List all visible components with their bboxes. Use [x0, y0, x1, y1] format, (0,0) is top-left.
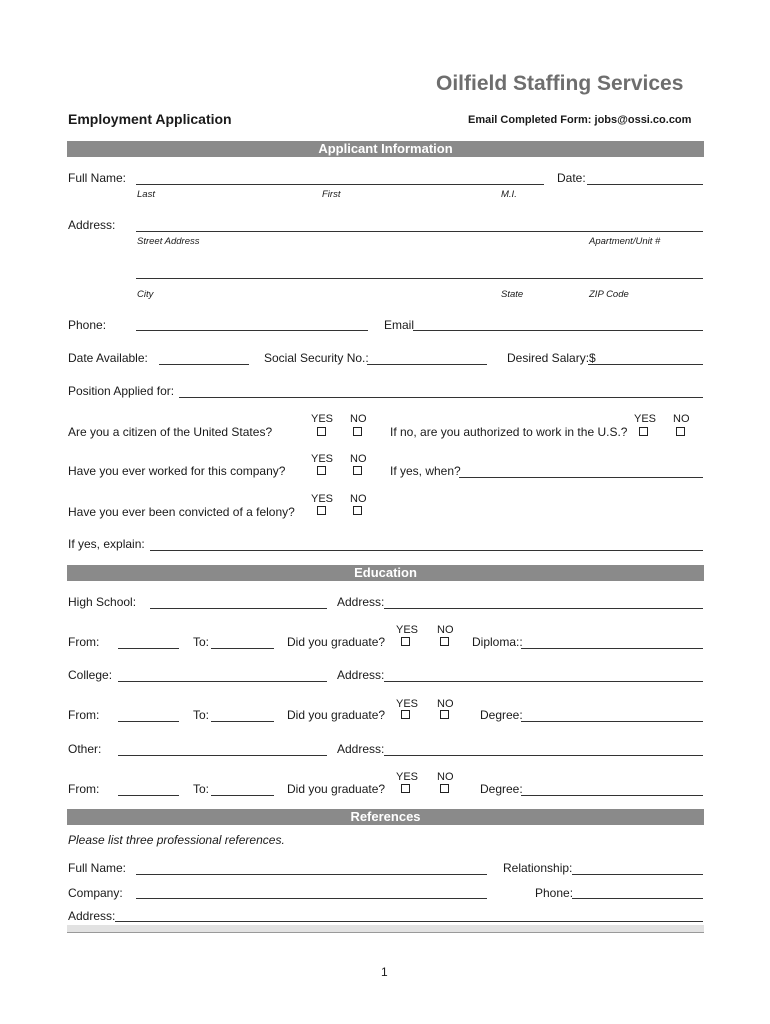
address-label: Address:: [68, 218, 116, 232]
other-degree-label: Degree:: [480, 782, 523, 796]
college-field[interactable]: [118, 681, 327, 682]
ref-address-field[interactable]: [115, 921, 703, 922]
ref-phone-label: Phone:: [535, 886, 574, 900]
college-label: College:: [68, 668, 113, 682]
citizen-question: Are you a citizen of the United States?: [68, 425, 273, 439]
section-divider: [67, 925, 704, 933]
high-school-address-field[interactable]: [384, 608, 703, 609]
other-address-field[interactable]: [384, 755, 703, 756]
citizen-no-checkbox[interactable]: [353, 427, 362, 436]
other-graduate-yes-checkbox[interactable]: [401, 784, 410, 793]
city-caption: City: [137, 289, 154, 300]
worked-no-heading: NO: [350, 453, 367, 465]
worked-yes-heading: YES: [311, 453, 334, 465]
email-instruction: Email Completed Form: jobs@ossi.co.com: [468, 114, 692, 126]
college-from-label: From:: [68, 708, 100, 722]
hs-graduate-yes-checkbox[interactable]: [401, 637, 410, 646]
hs-graduate-yes-heading: YES: [396, 624, 419, 636]
high-school-address-label: Address:: [337, 595, 385, 609]
ref-full-name-label: Full Name:: [68, 861, 127, 875]
other-graduate-no-checkbox[interactable]: [440, 784, 449, 793]
date-field[interactable]: [587, 184, 703, 185]
citizen-no-heading: NO: [350, 413, 367, 425]
phone-label: Phone:: [68, 318, 107, 332]
state-caption: State: [501, 289, 524, 300]
hs-to-label: To:: [193, 635, 210, 649]
other-to-label: To:: [193, 782, 210, 796]
references-instruction: Please list three professional references.: [68, 833, 285, 847]
authorized-yes-checkbox[interactable]: [639, 427, 648, 436]
hs-from-field[interactable]: [118, 648, 179, 649]
other-to-field[interactable]: [211, 795, 274, 796]
ref-company-label: Company:: [68, 886, 123, 900]
ref-company-field[interactable]: [136, 898, 487, 899]
ref-full-name-field[interactable]: [136, 874, 487, 875]
worked-yes-checkbox[interactable]: [317, 466, 326, 475]
other-address-label: Address:: [337, 742, 385, 756]
college-graduate-yes-heading: YES: [396, 698, 419, 710]
explain-label: If yes, explain:: [68, 537, 145, 551]
college-from-field[interactable]: [118, 721, 179, 722]
date-available-field[interactable]: [159, 364, 249, 365]
felony-no-checkbox[interactable]: [353, 506, 362, 515]
college-graduate-yes-checkbox[interactable]: [401, 710, 410, 719]
other-from-label: From:: [68, 782, 100, 796]
street-address-caption: Street Address: [137, 236, 200, 247]
form-title: Employment Application: [68, 111, 232, 127]
date-available-label: Date Available:: [68, 351, 148, 365]
other-graduate-question: Did you graduate?: [287, 782, 386, 796]
explain-field[interactable]: [150, 550, 703, 551]
college-address-label: Address:: [337, 668, 385, 682]
felony-question: Have you ever been convicted of a felony?: [68, 505, 295, 519]
worked-no-checkbox[interactable]: [353, 466, 362, 475]
hs-graduate-question: Did you graduate?: [287, 635, 386, 649]
authorized-no-checkbox[interactable]: [676, 427, 685, 436]
apartment-caption: Apartment/Unit #: [589, 236, 661, 247]
other-degree-field[interactable]: [521, 795, 703, 796]
college-graduate-no-checkbox[interactable]: [440, 710, 449, 719]
ref-address-label: Address:: [68, 909, 116, 923]
ref-relationship-label: Relationship:: [503, 861, 573, 875]
page-number: 1: [381, 965, 388, 979]
authorized-question: If no, are you authorized to work in the U.S.?: [390, 425, 628, 439]
felony-no-heading: NO: [350, 493, 367, 505]
last-name-caption: Last: [137, 189, 155, 200]
city-state-zip-field[interactable]: [136, 278, 703, 279]
phone-field[interactable]: [136, 330, 368, 331]
other-label: Other:: [68, 742, 102, 756]
ssn-label: Social Security No.:: [264, 351, 369, 365]
full-name-field[interactable]: [136, 184, 544, 185]
email-field[interactable]: [413, 330, 703, 331]
hs-graduate-no-checkbox[interactable]: [440, 637, 449, 646]
college-graduate-no-heading: NO: [437, 698, 454, 710]
college-to-label: To:: [193, 708, 210, 722]
college-to-field[interactable]: [211, 721, 274, 722]
citizen-yes-checkbox[interactable]: [317, 427, 326, 436]
hs-graduate-no-heading: NO: [437, 624, 454, 636]
authorized-yes-heading: YES: [634, 413, 657, 425]
desired-salary-field[interactable]: [588, 364, 703, 365]
other-graduate-yes-heading: YES: [396, 771, 419, 783]
hs-from-label: From:: [68, 635, 100, 649]
worked-question: Have you ever worked for this company?: [68, 464, 286, 478]
company-name: Oilfield Staffing Services: [436, 72, 684, 95]
middle-initial-caption: M.I.: [501, 189, 517, 200]
position-field[interactable]: [179, 397, 703, 398]
diploma-field[interactable]: [521, 648, 703, 649]
ssn-field[interactable]: [367, 364, 487, 365]
other-school-field[interactable]: [118, 755, 327, 756]
high-school-label: High School:: [68, 595, 137, 609]
section-header-applicant: Applicant Information: [67, 141, 704, 157]
email-label: Email: [384, 318, 415, 332]
felony-yes-heading: YES: [311, 493, 334, 505]
felony-yes-checkbox[interactable]: [317, 506, 326, 515]
street-address-field[interactable]: [136, 231, 703, 232]
authorized-no-heading: NO: [673, 413, 690, 425]
date-label: Date:: [557, 171, 586, 185]
college-degree-field[interactable]: [521, 721, 703, 722]
ref-phone-field[interactable]: [572, 898, 703, 899]
section-header-education: Education: [67, 565, 704, 581]
section-header-references: References: [67, 809, 704, 825]
when-label: If yes, when?: [390, 464, 461, 478]
diploma-label: Diploma::: [472, 635, 523, 649]
position-label: Position Applied for:: [68, 384, 175, 398]
desired-salary-label: Desired Salary:$: [507, 351, 596, 365]
high-school-field[interactable]: [150, 608, 327, 609]
other-from-field[interactable]: [118, 795, 179, 796]
first-name-caption: First: [322, 189, 341, 200]
other-graduate-no-heading: NO: [437, 771, 454, 783]
ref-relationship-field[interactable]: [572, 874, 703, 875]
college-graduate-question: Did you graduate?: [287, 708, 386, 722]
hs-to-field[interactable]: [211, 648, 274, 649]
college-degree-label: Degree:: [480, 708, 523, 722]
when-field[interactable]: [459, 477, 703, 478]
full-name-label: Full Name:: [68, 171, 127, 185]
college-address-field[interactable]: [384, 681, 703, 682]
zip-caption: ZIP Code: [589, 289, 629, 300]
citizen-yes-heading: YES: [311, 413, 334, 425]
